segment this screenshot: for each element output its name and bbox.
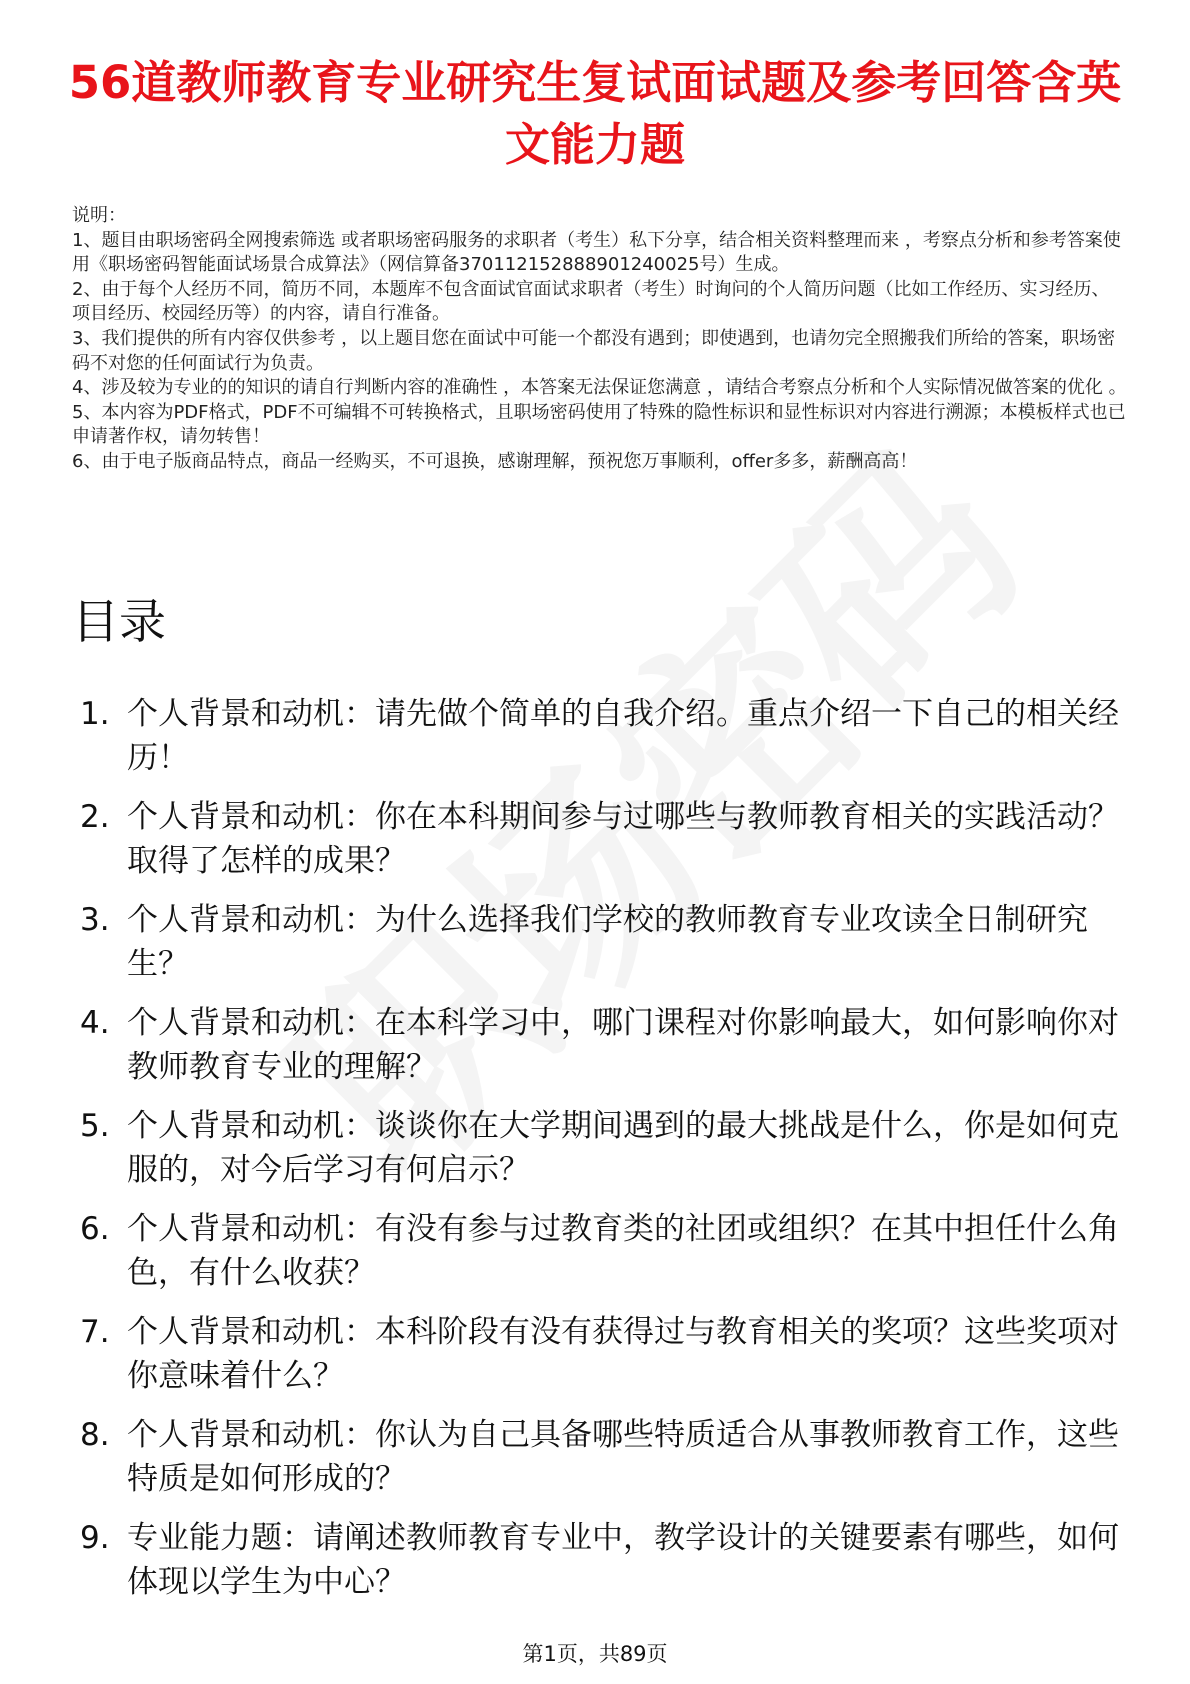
toc-item-number: 8. — [80, 1417, 110, 1453]
toc-item-text: 个人背景和动机：本科阶段有没有获得过与教育相关的奖项？这些奖项对你意味着什么？ — [127, 1314, 1119, 1394]
toc-item-number: 1. — [80, 696, 110, 732]
note-item: 4、涉及较为专业的的知识的请自行判断内容的准确性 ，本答案无法保证您满意 ，请结合考察点分析和个人实际情况做答案的优化 。 — [72, 377, 1127, 399]
notes-heading: 说明： — [72, 205, 126, 226]
note-item: 1、题目由职场密码全网搜索筛选 或者职场密码服务的求职者（考生）私下分享，结合相关资料整理而来 ，考察点分析和参考答案使用《职场密码智能面试场景合成算法》（网信算备370112152888901240025号）生成。 — [72, 229, 1121, 276]
toc-item-text: 个人背景和动机：在本科学习中，哪门课程对你影响最大，如何影响你对教师教育专业的理解？ — [127, 1005, 1119, 1085]
note-item: 2、由于每个人经历不同，简历不同，本题库不包含面试官面试求职者（考生）时询问的个人简历问题（比如工作经历、实习经历、项目经历、校园经历等）的内容，请自行准备。 — [72, 278, 1110, 325]
toc-item-number: 4. — [80, 1005, 110, 1041]
toc-list — [72, 692, 1122, 1619]
toc-item-text: 个人背景和动机：有没有参与过教育类的社团或组织？在其中担任什么角色，有什么收获？ — [127, 1211, 1119, 1291]
toc-item-number: 3. — [80, 902, 110, 938]
toc-item-text: 个人背景和动机：你在本科期间参与过哪些与教师教育相关的实践活动？取得了怎样的成果？ — [127, 799, 1119, 879]
note-item: 5、本内容为PDF格式，PDF不可编辑不可转换格式，且职场密码使用了特殊的隐性标识和显性标识对内容进行溯源；本模板样式也已申请著作权，请勿转售！ — [72, 401, 1126, 448]
document-title: 56道教师教育专业研究生复试面试题及参考回答含英文能力题 — [68, 56, 1122, 171]
note-item: 6、由于电子版商品特点，商品一经购买，不可退换，感谢理解，预祝您万事顺利，offer多多，薪酬高高！ — [72, 450, 918, 472]
toc-item-number: 7. — [80, 1314, 110, 1350]
toc-item[interactable] — [72, 1001, 1122, 1104]
toc-item[interactable] — [72, 1516, 1122, 1619]
toc-item-number: 6. — [80, 1211, 110, 1247]
toc-item-text: 个人背景和动机：谈谈你在大学期间遇到的最大挑战是什么，你是如何克服的，对今后学习有何启示？ — [127, 1108, 1119, 1188]
toc-item-text: 个人背景和动机：请先做个简单的自我介绍。重点介绍一下自己的相关经历！ — [127, 696, 1119, 776]
toc-item-number: 2. — [80, 799, 110, 835]
toc-item-text: 个人背景和动机：你认为自己具备哪些特质适合从事教师教育工作，这些特质是如何形成的？ — [127, 1417, 1119, 1497]
notes-section — [72, 204, 1127, 475]
toc-item-number: 5. — [80, 1108, 110, 1144]
toc-heading: 目录 — [72, 595, 166, 650]
toc-item[interactable] — [72, 1310, 1122, 1413]
toc-item[interactable] — [72, 795, 1122, 898]
toc-item[interactable] — [72, 1207, 1122, 1310]
toc-item-number: 9. — [80, 1520, 110, 1556]
note-item: 3、我们提供的所有内容仅供参考 ，以上题目您在面试中可能一个都没有遇到；即使遇到，也请勿完全照搬我们所给的答案，职场密码不对您的任何面试行为负责。 — [72, 327, 1116, 374]
toc-item-text: 个人背景和动机：为什么选择我们学校的教师教育专业攻读全日制研究生？ — [127, 902, 1088, 982]
toc-item[interactable] — [72, 692, 1122, 795]
toc-item[interactable] — [72, 1413, 1122, 1516]
page-footer: 第1页，共89页 — [522, 1642, 668, 1666]
toc-item[interactable] — [72, 1104, 1122, 1207]
toc-item[interactable] — [72, 898, 1122, 1001]
toc-item-text: 专业能力题：请阐述教师教育专业中，教学设计的关键要素有哪些，如何体现以学生为中心？ — [127, 1520, 1119, 1600]
